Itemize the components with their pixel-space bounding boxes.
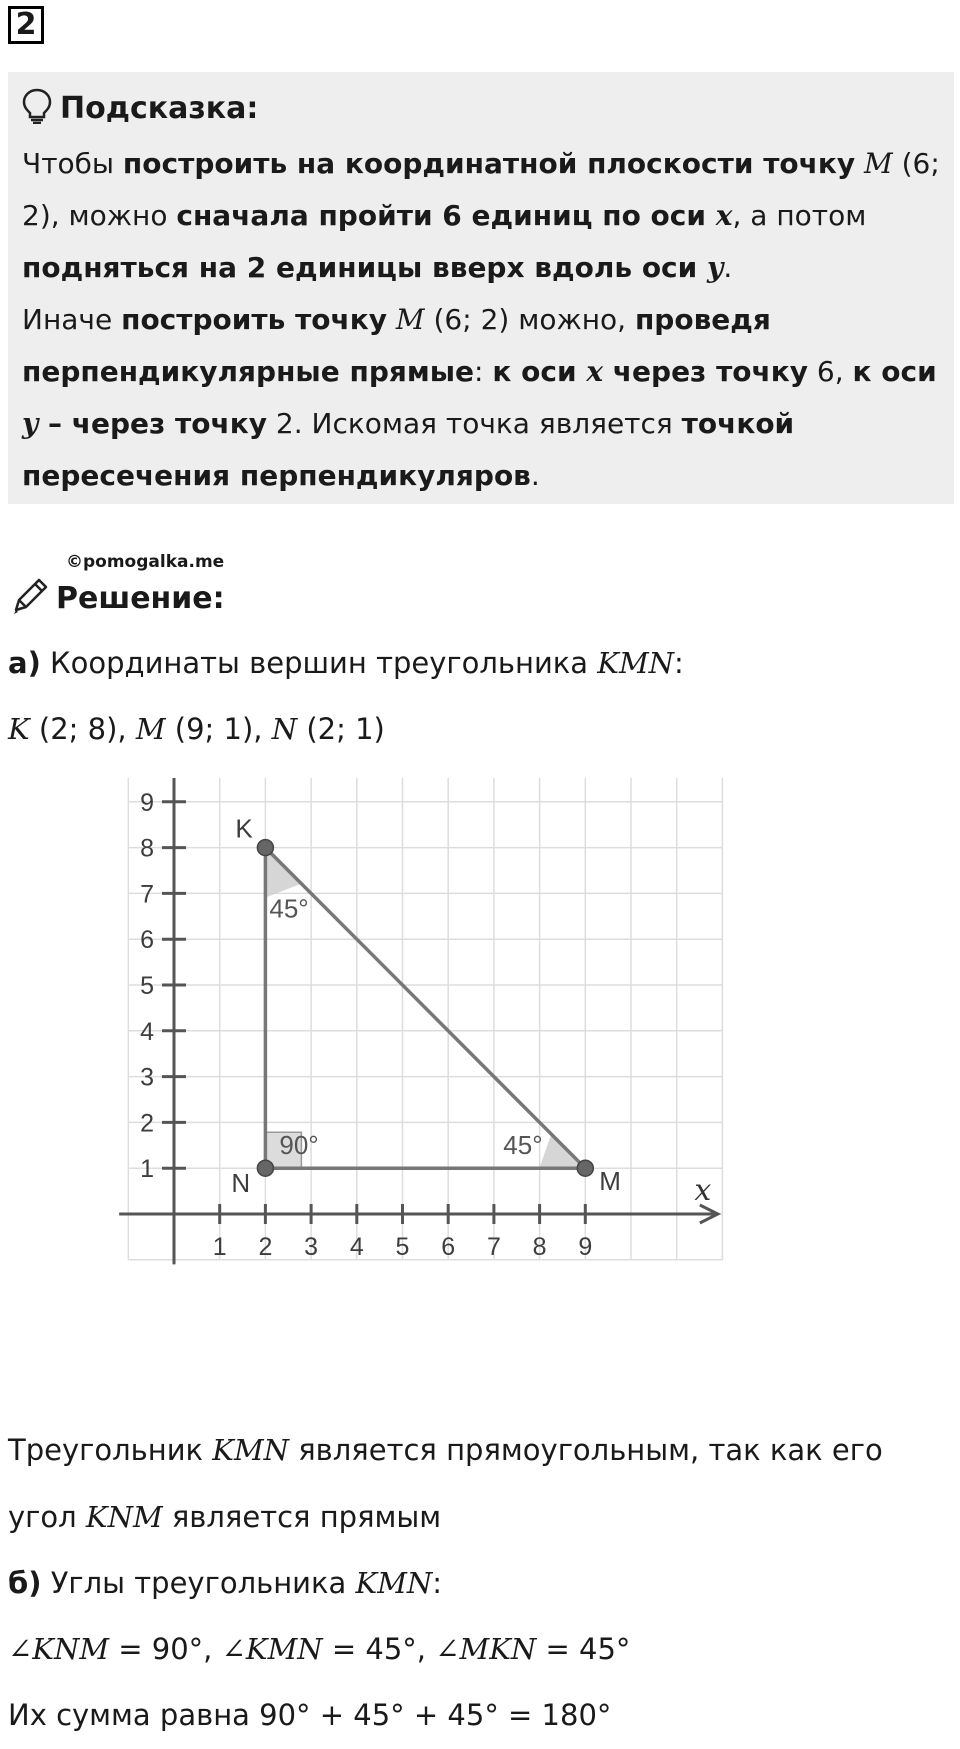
pencil-icon: [10, 576, 50, 620]
triangle-chart: [110, 778, 850, 1418]
coordinates-line: K (2; 8), M (9; 1), N (2; 1): [8, 712, 385, 746]
solution-title: Решение:: [56, 580, 225, 616]
hint-paragraph-2: Иначе построить точку M (6; 2) можно, проведя перпендикулярные прямые: к оси x через точку 6, к оси y – через точку 2. Искомая точка является точкой пересечения перпендикуляров.: [22, 303, 937, 492]
x-tick-label: 8: [532, 1233, 547, 1261]
x-tick-label: 3: [304, 1233, 319, 1261]
y-tick-label: 7: [140, 880, 154, 909]
coordinate-plane: [110, 778, 850, 1418]
y-tick-label: 4: [140, 1017, 154, 1046]
x-tick-label: 6: [441, 1233, 456, 1261]
y-tick-label: 9: [140, 788, 154, 817]
hint-header: [22, 88, 940, 128]
point-label-n: N: [231, 1168, 251, 1199]
task-number: 2: [8, 6, 44, 44]
angle-label-k: 45°: [269, 893, 309, 924]
y-tick-label: 5: [140, 972, 154, 1000]
part-a-line: а) Координаты вершин треугольника KMN:: [8, 646, 684, 680]
watermark: ©pomogalka.me: [66, 552, 225, 572]
angle-label-n: 90°: [279, 1130, 319, 1161]
point-label-m: M: [599, 1166, 621, 1197]
y-tick-label: 6: [140, 926, 154, 955]
x-axis-label: x: [694, 1173, 712, 1208]
solution-header: [10, 576, 225, 620]
point-label-k: K: [235, 813, 253, 844]
angle-label-m: 45°: [503, 1130, 543, 1161]
angles-line: ∠KNM = 90°, ∠KMN = 45°, ∠MKN = 45°: [8, 1632, 631, 1666]
x-tick-label: 2: [258, 1233, 273, 1261]
y-tick-label: 2: [140, 1109, 154, 1138]
x-tick-label: 7: [486, 1233, 501, 1261]
sum-line: Их сумма равна 90° + 45° + 45° = 180°: [8, 1698, 612, 1732]
hint-text: [22, 138, 940, 502]
y-tick-label: 8: [140, 834, 154, 863]
point-k: [257, 840, 273, 856]
y-tick-label: 1: [140, 1155, 154, 1184]
conclusion-line-2: угол KNM является прямым: [8, 1500, 442, 1534]
hint-box: [8, 72, 954, 504]
lightbulb-icon: [22, 88, 52, 128]
x-tick-label: 5: [395, 1233, 410, 1261]
y-tick-label: 3: [140, 1063, 154, 1092]
x-tick-label: 4: [349, 1233, 364, 1261]
hint-title: Подсказка:: [60, 90, 259, 126]
triangle-kmn: [265, 848, 585, 1169]
hint-paragraph-1: Чтобы построить на координатной плоскости точку M (6; 2), можно сначала пройти 6 единиц по оси x, а потом подняться на 2 единицы вверх вдоль оси y.: [22, 147, 940, 284]
part-b-line: б) Углы треугольника KMN:: [8, 1566, 443, 1600]
x-tick-label: 1: [212, 1233, 227, 1261]
point-n: [257, 1160, 273, 1176]
x-tick-label: 9: [578, 1233, 593, 1261]
point-m: [577, 1160, 593, 1176]
conclusion-line-1: Треугольник KMN является прямоугольным, так как его: [8, 1433, 883, 1467]
